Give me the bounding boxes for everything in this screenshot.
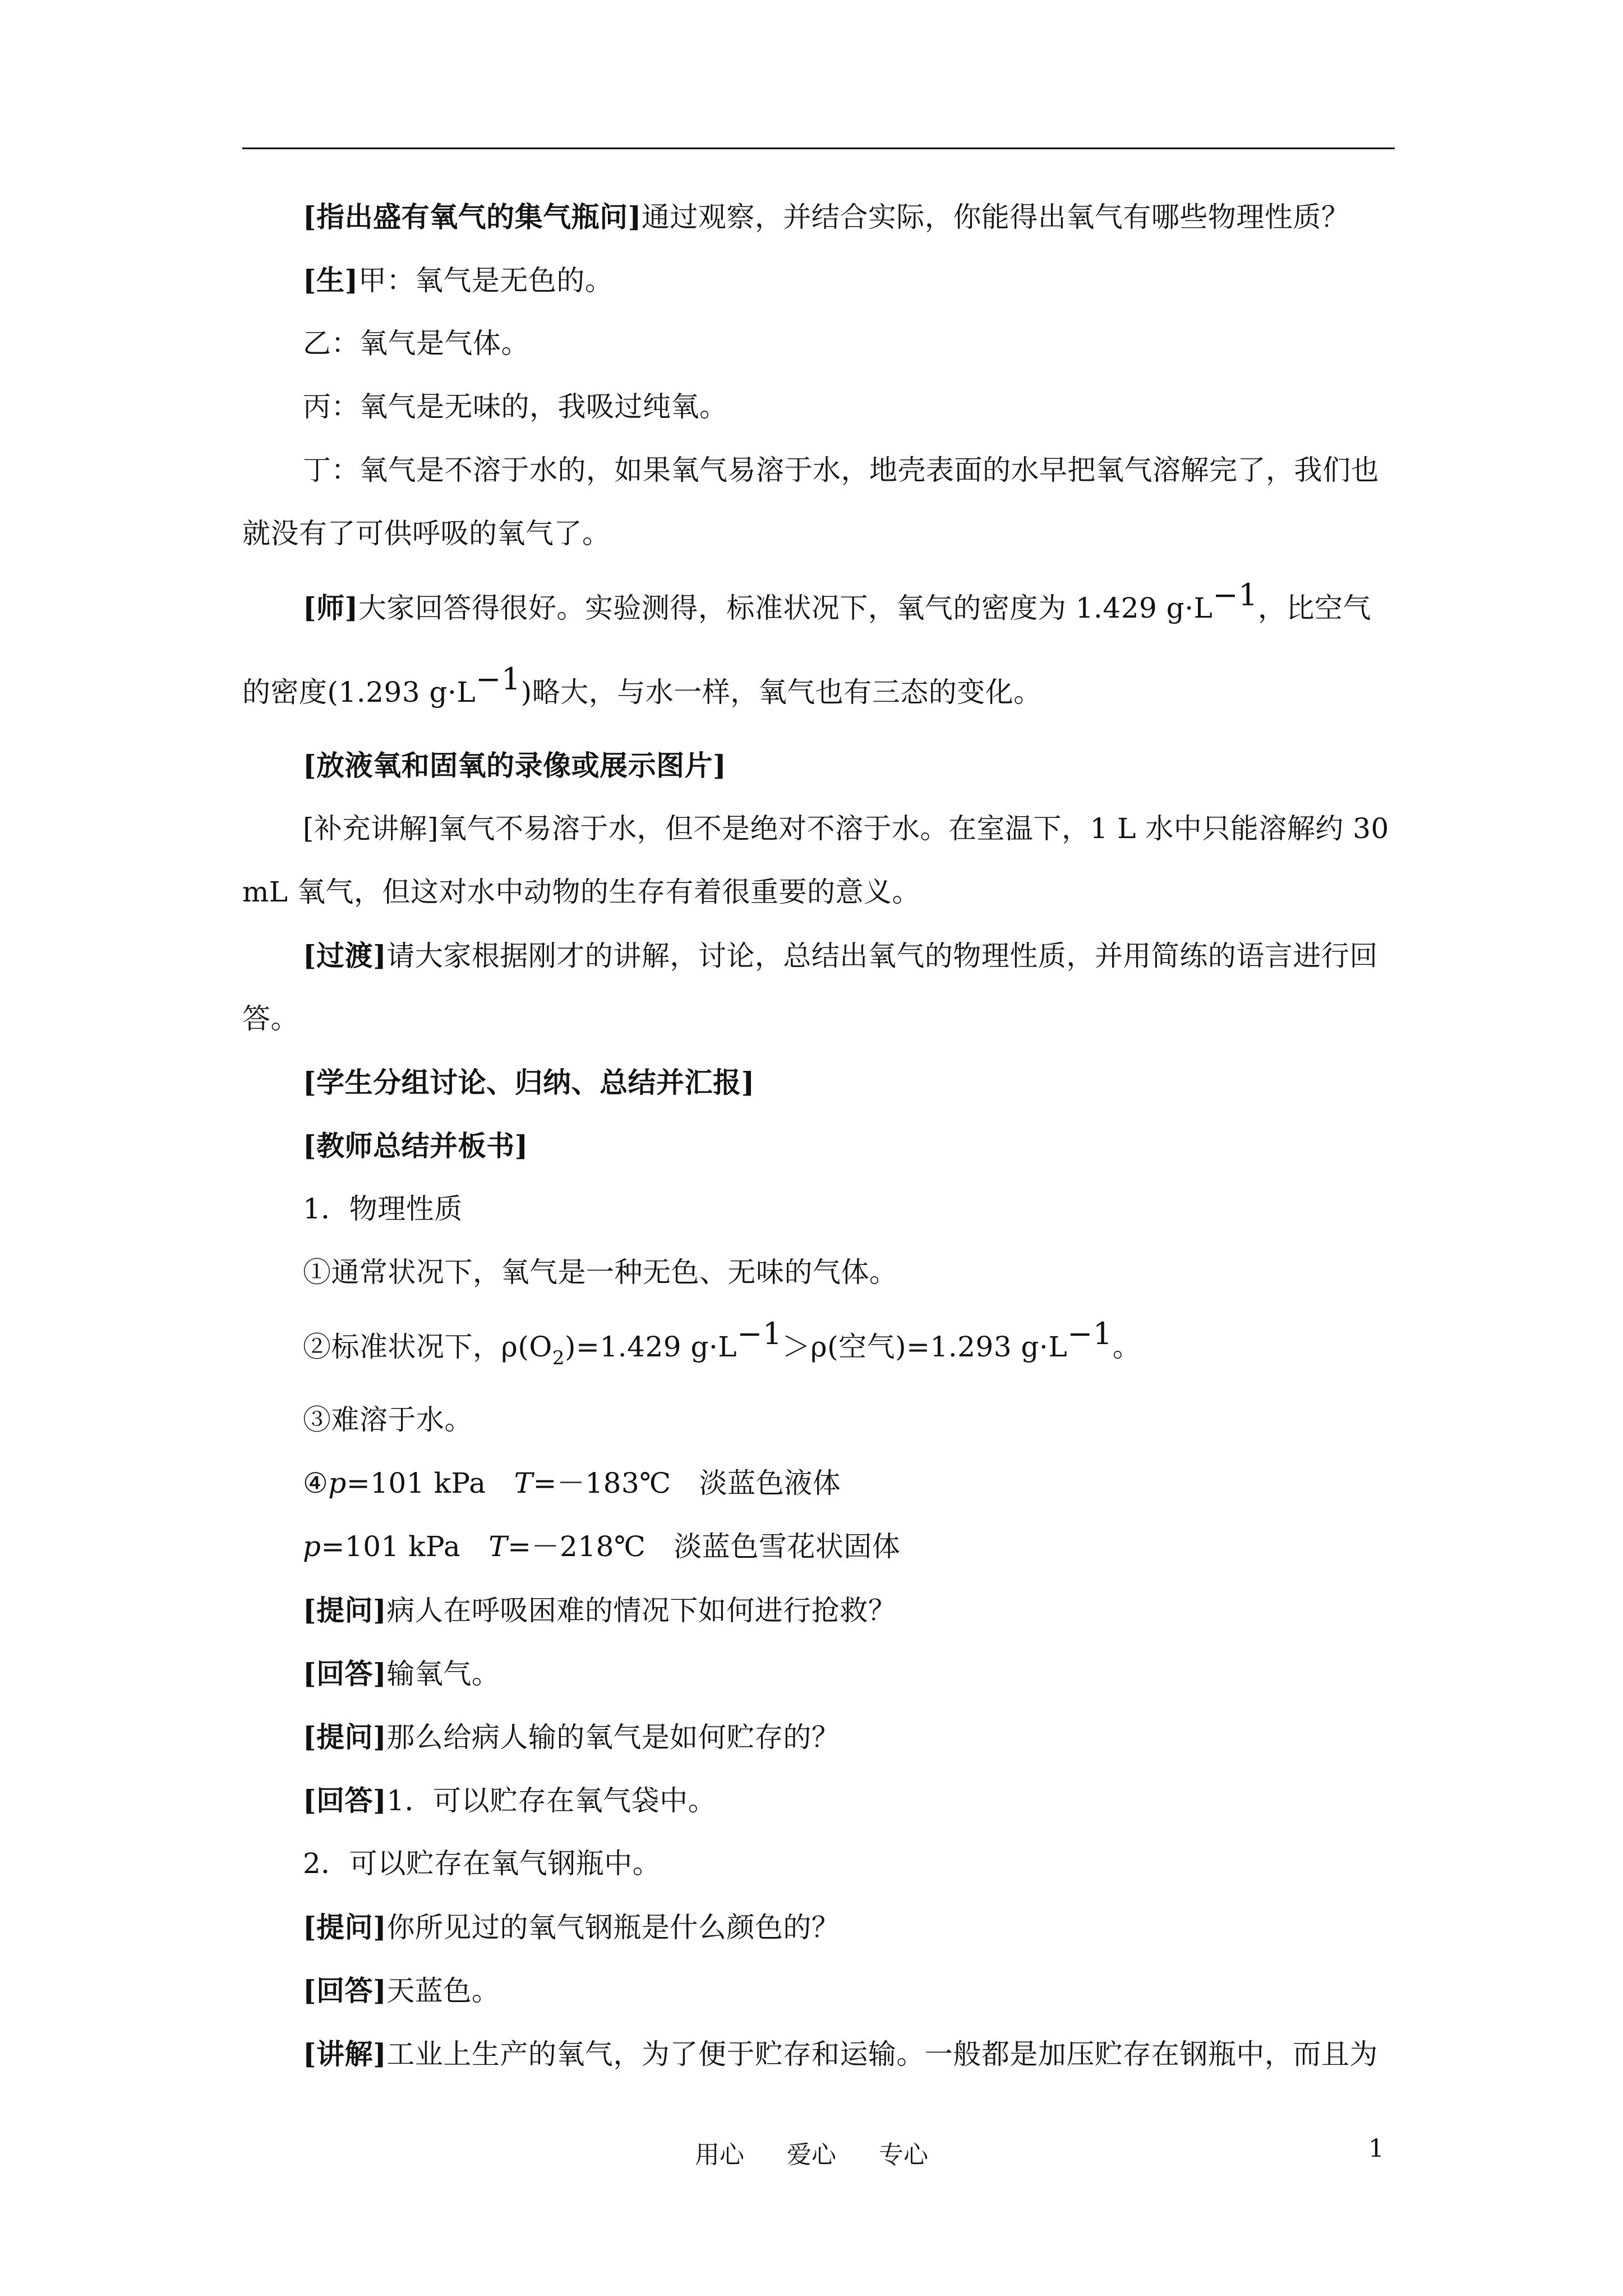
paragraph-text: [补充讲解]氧气不易溶于水，但不是绝对不溶于水。在室温下，1 L 水中只能溶解约 30 — [303, 812, 1389, 845]
paragraph-text: =－218℃ — [508, 1530, 646, 1563]
paragraph-text: ，比空气 — [1257, 592, 1371, 624]
paragraph-teacher-summary — [242, 1114, 1400, 1177]
footer-word: 用心 — [695, 2141, 744, 2169]
property-item-4b — [242, 1515, 1400, 1579]
property-item-3 — [242, 1388, 1400, 1452]
paragraph-text: 你所见过的氧气钢瓶是什么颜色的？ — [386, 1911, 840, 1944]
paragraph-explanation — [242, 2022, 1400, 2086]
paragraph-answer-storage-2 — [242, 1832, 1400, 1895]
paragraph-text: )=1.429 g·L — [565, 1331, 737, 1363]
stage-tag: [指出盛有氧气的集气瓶问] — [303, 200, 642, 233]
paragraph-question-color — [242, 1895, 1400, 1959]
property-item-4 — [242, 1452, 1400, 1515]
paragraph-student-a — [242, 249, 1400, 312]
paragraph-text: 答。 — [242, 1002, 299, 1035]
paragraph-text: 1．物理性质 — [303, 1193, 463, 1225]
paragraph-text: 淡蓝色液体 — [699, 1467, 841, 1499]
paragraph-text: 甲：氧气是无色的。 — [358, 264, 614, 297]
paragraph-video-note — [242, 734, 1400, 797]
variable-p: p — [328, 1467, 347, 1499]
footer-word: 爱心 — [787, 2141, 836, 2169]
stage-tag: [生] — [303, 264, 358, 297]
paragraph-supplement-cont — [242, 861, 1400, 924]
stage-tag: [提问] — [303, 1594, 387, 1627]
paragraph-text: 的密度(1.293 g·L — [242, 676, 476, 708]
paragraph-answer-color — [242, 1959, 1400, 2022]
paragraph-text: ③难溶于水。 — [303, 1404, 473, 1436]
superscript: −1 — [737, 1316, 782, 1351]
paragraph-text: mL 氧气，但这对水中动物的生存有着很重要的意义。 — [242, 876, 921, 908]
stage-tag: [师] — [303, 591, 358, 624]
stage-tag: [回答] — [303, 1974, 387, 2007]
paragraph-text: 丙：氧气是无味的，我吸过纯氧。 — [303, 390, 728, 423]
paragraph-question-intro — [242, 185, 1400, 249]
stage-tag: [回答] — [303, 1784, 387, 1817]
paragraph-teacher-density — [242, 565, 1400, 650]
header-rule — [242, 148, 1395, 149]
paragraph-text: 大家回答得很好。实验测得，标准状况下，氧气的密度为 1.429 g·L — [358, 592, 1213, 624]
paragraph-text: 输氧气。 — [386, 1658, 500, 1690]
paragraph-text: ＞ρ(空气)=1.293 g·L — [782, 1331, 1068, 1363]
paragraph-text: 2．可以贮存在氧气钢瓶中。 — [303, 1847, 661, 1880]
section-heading-physical-properties — [242, 1177, 1400, 1241]
paragraph-text: ④ — [303, 1467, 329, 1499]
stage-tag: [回答] — [303, 1657, 387, 1690]
paragraph-text: )略大，与水一样，氧气也有三态的变化。 — [520, 676, 1042, 708]
paragraph-student-d-cont — [242, 502, 1400, 565]
document-body — [242, 185, 1400, 2086]
paragraph-teacher-density-cont — [242, 650, 1400, 734]
paragraph-text: 那么给病人输的氧气是如何贮存的？ — [386, 1721, 840, 1754]
paragraph-student-b — [242, 312, 1400, 375]
paragraph-student-d — [242, 439, 1400, 502]
variable-t: T — [488, 1530, 508, 1563]
paragraph-answer-oxygen — [242, 1642, 1400, 1705]
paragraph-text: 乙：氧气是气体。 — [303, 327, 529, 360]
paragraph-text: =101 kPa — [346, 1467, 486, 1499]
subscript: 2 — [552, 1347, 565, 1369]
paragraph-text: 病人在呼吸困难的情况下如何进行抢救？ — [386, 1594, 897, 1627]
superscript: −1 — [476, 661, 521, 697]
stage-tag: [放液氧和固氧的录像或展示图片] — [303, 749, 727, 782]
paragraph-text: ①通常状况下，氧气是一种无色、无味的气体。 — [303, 1256, 898, 1289]
paragraph-text: 天蓝色。 — [386, 1975, 500, 2007]
paragraph-text: 淡蓝色雪花状固体 — [674, 1530, 901, 1563]
page-number: 1 — [1368, 2134, 1384, 2163]
paragraph-text: 请大家根据刚才的讲解，讨论，总结出氧气的物理性质，并用简练的语言进行回 — [386, 940, 1378, 972]
stage-tag: [提问] — [303, 1911, 387, 1944]
paragraph-student-c — [242, 375, 1400, 439]
paragraph-answer-storage — [242, 1769, 1400, 1832]
paragraph-text: 1．可以贮存在氧气袋中。 — [386, 1784, 717, 1817]
paragraph-group-discussion — [242, 1051, 1400, 1114]
paragraph-text: 就没有了可供呼吸的氧气了。 — [242, 517, 611, 550]
property-item-2 — [242, 1304, 1400, 1388]
stage-tag: [过渡] — [303, 939, 387, 972]
variable-t: T — [514, 1467, 533, 1499]
footer-word: 专心 — [879, 2141, 928, 2169]
superscript: −1 — [1212, 577, 1258, 613]
paragraph-text: 通过观察，并结合实际，你能得出氧气有哪些物理性质？ — [641, 201, 1350, 233]
paragraph-text: =101 kPa — [321, 1530, 461, 1563]
variable-p: p — [303, 1530, 321, 1563]
paragraph-transition-cont — [242, 987, 1400, 1051]
paragraph-question-rescue — [242, 1579, 1400, 1642]
paragraph-transition — [242, 924, 1400, 987]
property-item-1 — [242, 1241, 1400, 1304]
stage-tag: [提问] — [303, 1720, 387, 1754]
paragraph-text: 。 — [1112, 1331, 1141, 1363]
paragraph-text: ②标准状况下，ρ(O — [303, 1331, 552, 1363]
paragraph-text: =－183℃ — [533, 1467, 671, 1499]
superscript: −1 — [1067, 1316, 1113, 1351]
paragraph-text: 工业上生产的氧气，为了便于贮存和运输。一般都是加压贮存在钢瓶中，而且为 — [386, 2038, 1378, 2070]
paragraph-supplement — [242, 797, 1400, 861]
stage-tag: [教师总结并板书] — [303, 1129, 528, 1162]
stage-tag: [学生分组讨论、归纳、总结并汇报] — [303, 1066, 755, 1099]
paragraph-question-storage — [242, 1705, 1400, 1769]
paragraph-text: 丁：氧气是不溶于水的，如果氧气易溶于水，地壳表面的水早把氧气溶解完了，我们也 — [303, 454, 1379, 486]
stage-tag: [讲解] — [303, 2037, 387, 2070]
